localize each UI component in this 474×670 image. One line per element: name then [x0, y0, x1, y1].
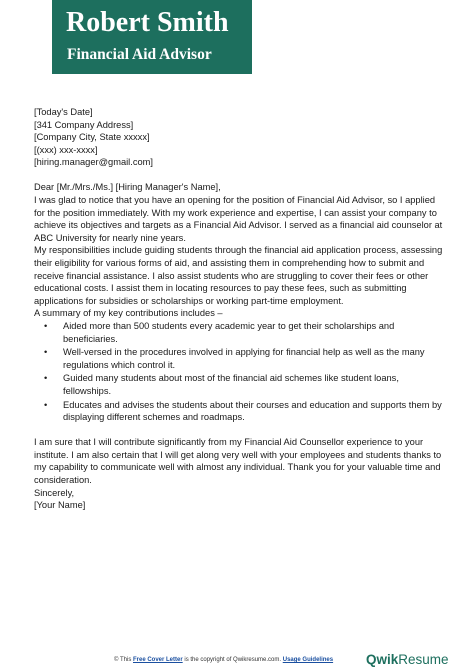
bullet-icon: •	[44, 321, 48, 331]
copyright-notice	[114, 656, 333, 664]
header-band	[52, 0, 252, 74]
paragraph-closing: I am sure that I will contribute significantly from my Financial Aid Counsellor experience to your institute. I am also certain that I will get along very well with your employees and students thanks to my capability to communicate well with almost any individual. Thank you for your valuable time and consideration.	[34, 437, 442, 486]
copyright-middle: is the copyright of Qwikresume.com.	[184, 657, 282, 663]
footer	[0, 650, 474, 670]
address-line: [(xxx) xxx-xxxx]	[34, 144, 98, 155]
list-item-text: Well-versed in the procedures involved in applying for financial help as well as the many regulations which control it.	[63, 347, 425, 370]
contributions-list	[34, 320, 446, 424]
letter-date: [Today's Date]	[34, 107, 93, 117]
list-item-text: Guided many students about most of the financial aid schemes like student loans, fellowships.	[63, 373, 399, 396]
list-item	[34, 372, 446, 397]
address-email: [hiring.manager@gmail.com]	[34, 157, 153, 168]
logo-qwik: Qwik	[366, 652, 399, 667]
applicant-name: Robert Smith	[66, 7, 229, 38]
signature-block	[34, 487, 446, 512]
bullet-icon: •	[44, 399, 48, 410]
salutation: Dear [Mr./Mrs./Ms.] [Hiring Manager's Name],	[34, 182, 221, 193]
bullet-icon: •	[44, 347, 48, 358]
signature-name: [Your Name]	[34, 500, 86, 511]
letter-body	[34, 106, 446, 512]
free-cover-letter-link[interactable]: Free Cover Letter	[133, 657, 183, 663]
address-line: [Company City, State xxxxx]	[34, 132, 150, 143]
list-item	[34, 399, 446, 424]
usage-guidelines-link[interactable]: Usage Guidelines	[282, 657, 334, 663]
paragraph-summary-lead: A summary of my key contributions includes –	[34, 308, 223, 319]
paragraph-intro: I was glad to notice that you have an opening for the position of Financial Aid Advisor, so I applied for the position immediately. With my work experience and expertise, I can assist your company to achieve its objectives and targets as a Financial Aid Advisor. I served as a financial aid counselor at ABC University for nearly nine years.	[34, 195, 443, 243]
list-item-text: Aided more than 500 students every academic year to get their scholarships and beneficiaries.	[63, 321, 395, 344]
list-item	[34, 346, 446, 371]
copyright-prefix: © This	[114, 657, 132, 663]
signoff: Sincerely,	[34, 487, 75, 498]
bullet-icon: •	[44, 373, 48, 384]
paragraph-responsibilities: My responsibilities include guiding students through the financial aid application process, assessing their eligibility for various forms of aid, and assisting them in comprehending how to submit and receive financial assistance. I also assist students who are struggling to cover their fees or other educational costs. I assist them in locating resources to pay these fees, such as submitting applications for subsidies or scholarships or working part-time employment.	[34, 245, 443, 306]
list-item	[34, 320, 446, 345]
applicant-title: Financial Aid Advisor	[67, 46, 212, 63]
logo-resume: Resume	[398, 652, 449, 667]
qwikresume-logo[interactable]	[366, 652, 449, 668]
recipient-address	[34, 119, 446, 169]
list-item-text: Educates and advises the students about their courses and education and supports them by displaying different schemes and roadmaps.	[63, 399, 442, 423]
address-line: [341 Company Address]	[34, 119, 134, 130]
